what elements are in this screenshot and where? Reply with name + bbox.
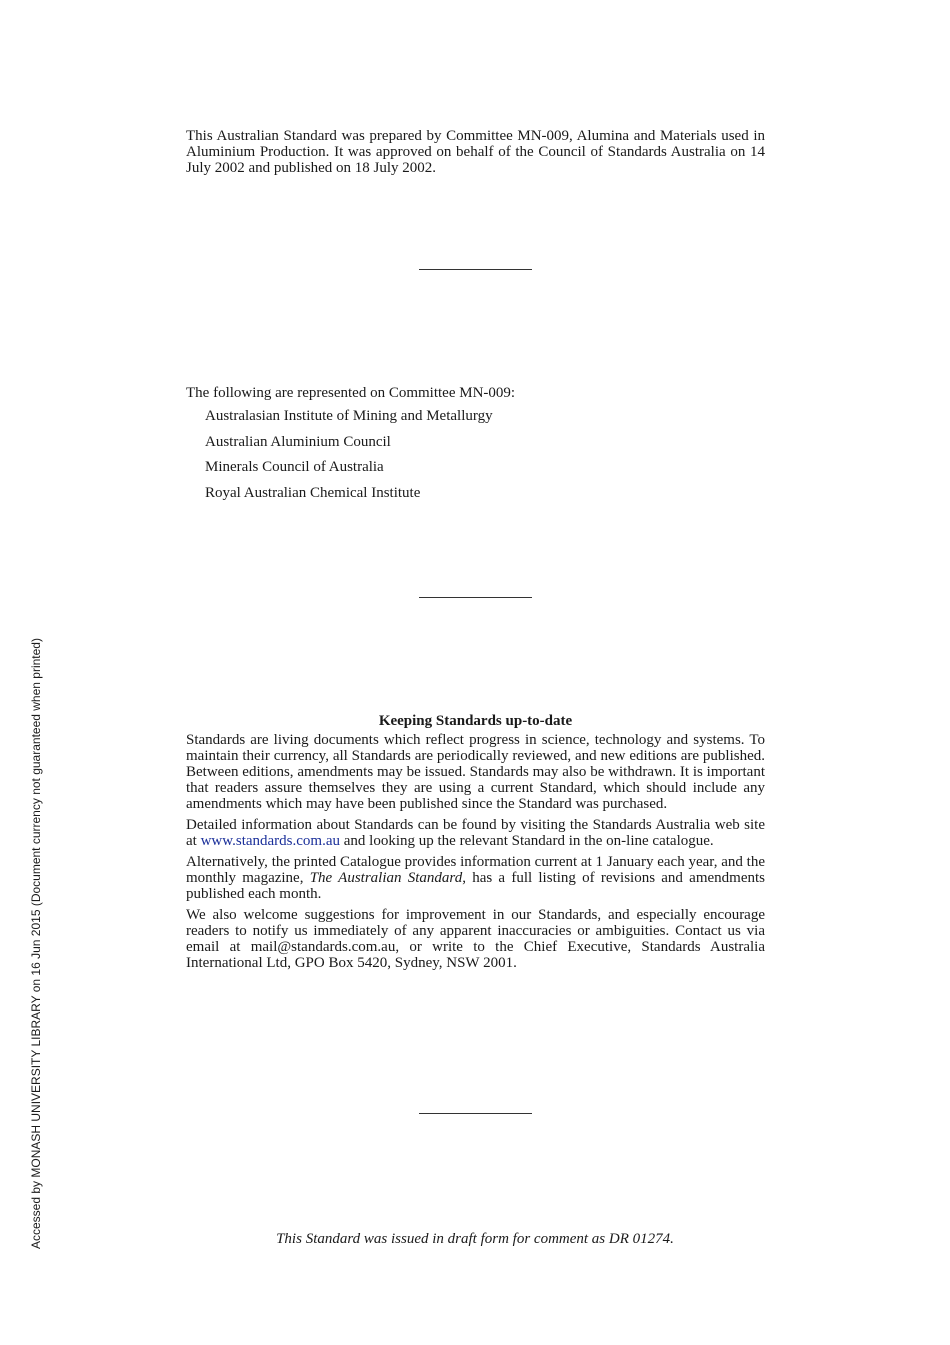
committee-intro: The following are represented on Committee MN-009: [186, 385, 516, 401]
web-site-text-after: and looking up the relevant Standard in the on-line catalogue. [340, 833, 714, 849]
section-divider [419, 1113, 532, 1114]
catalogue-text-before: Alternatively, the printed Catalogue provides information current at 1 January each year, and the monthly magazine, [186, 854, 765, 886]
catalogue-text-after: , has a full listing of revisions and amendments published each month. [186, 870, 765, 902]
draft-issue-note: This Standard was issued in draft form for comment as DR 01274. [276, 1231, 674, 1247]
section-divider [419, 597, 532, 598]
keeping-paragraph-living-documents: Standards are living documents which reflect progress in science, technology and systems. To maintain their currency, all Standards are periodically reviewed, and new editions are published. Between editions, amendments may be issued. Standards may also be withdrawn. It is important that readers assure themselves they are using a current Standard, which should include any amendments which may have been published since the Standard was purchased. [186, 732, 765, 812]
section-divider [419, 269, 532, 270]
keeping-standards-heading: Keeping Standards up-to-date [378, 713, 573, 729]
preparation-statement [186, 128, 765, 176]
keeping-standards-section [186, 712, 765, 976]
committee-member-list [186, 407, 765, 502]
keeping-paragraph-suggestions: We also welcome suggestions for improvement in our Standards, and especially encourage readers to notify us immediately of any apparent inaccuracies or ambiguities. Contact us via email at mail@standards.com.au, or write to the Chief Executive, Standards Australia International Ltd, GPO Box 5420, Sydney, NSW 2001. [186, 907, 765, 971]
preparation-statement-text: This Australian Standard was prepared by Committee MN-009, Alumina and Materials used in Aluminium Production. It was approved on behalf of the Council of Standards Australia on 14 July 2002 and published on 18 July 2002. [186, 128, 765, 176]
keeping-paragraph-catalogue [186, 854, 765, 902]
committee-member: Australasian Institute of Mining and Metallurgy [205, 408, 493, 424]
committee-member: Royal Australian Chemical Institute [205, 484, 421, 501]
web-site-text-before: Detailed information about Standards can be found by visiting the Standards Australia web site at [186, 817, 765, 849]
committee-member: Minerals Council of Australia [205, 459, 384, 475]
keeping-paragraph-web-site [186, 817, 765, 849]
standards-website-link[interactable]: www.standards.com.au [200, 833, 340, 849]
committee-representation [186, 384, 765, 509]
access-watermark: Accessed by MONASH UNIVERSITY LIBRARY on 16 Jun 2015 (Document currency not guaranteed when printed) [29, 638, 43, 1249]
committee-member: Australian Aluminium Council [205, 433, 391, 450]
magazine-title: The Australian Standard [309, 870, 463, 886]
